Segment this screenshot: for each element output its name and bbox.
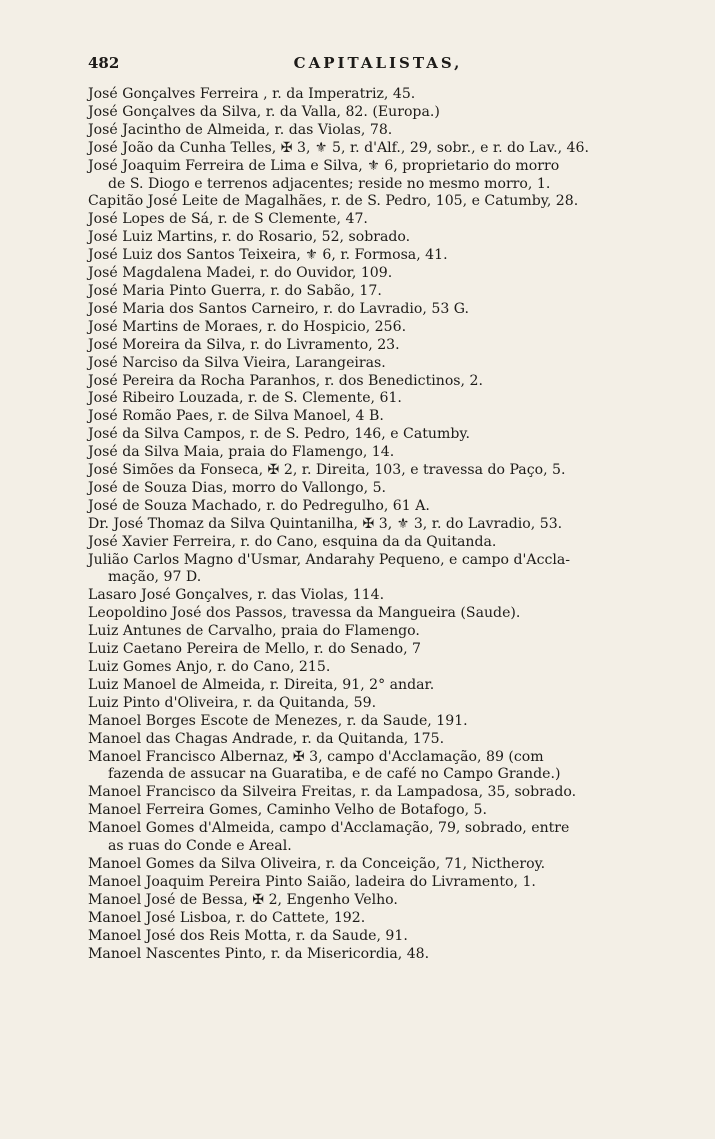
entry-line: Manoel Gomes d'Almeida, campo d'Acclamação, 79, sobrado, entre bbox=[88, 820, 570, 837]
entry-line: José da Silva Maia, praia do Flamengo, 14. bbox=[88, 444, 395, 461]
entry-line: Manoel Joaquim Pereira Pinto Saião, ladeira do Livramento, 1. bbox=[88, 873, 536, 890]
directory-entry bbox=[88, 856, 668, 874]
entry-line: Manoel Francisco da Silveira Freitas, r. da Lampadosa, 35, sobrado. bbox=[88, 784, 577, 801]
entry-line: José Maria Pinto Guerra, r. do Sabão, 17. bbox=[88, 282, 382, 299]
entry-line: Manoel José de Bessa, ✠ 2, Engenho Velho. bbox=[88, 891, 398, 908]
entry-line: José Luiz Martins, r. do Rosario, 52, sobrado. bbox=[88, 229, 411, 246]
directory-entry bbox=[88, 677, 668, 695]
directory-entry bbox=[88, 301, 668, 319]
entry-line: Manoel Ferreira Gomes, Caminho Velho de Botafogo, 5. bbox=[88, 802, 487, 819]
directory-entry bbox=[88, 480, 668, 498]
entry-line: Manoel José Lisboa, r. do Cattete, 192. bbox=[88, 909, 366, 926]
directory-entry bbox=[88, 319, 668, 337]
directory-entry bbox=[88, 426, 668, 444]
directory-entry bbox=[88, 355, 668, 373]
entry-line: José Gonçalves Ferreira , r. da Imperatriz, 45. bbox=[88, 86, 416, 102]
entry-line: Manoel Nascentes Pinto, r. da Misericordia, 48. bbox=[88, 945, 430, 962]
directory-entry bbox=[88, 605, 668, 623]
directory-entry bbox=[88, 140, 668, 158]
entry-line: Julião Carlos Magno d'Usmar, Andarahy Pequeno, e campo d'Accla- bbox=[88, 551, 571, 568]
entry-line: José da Silva Campos, r. de S. Pedro, 146, e Catumby. bbox=[88, 426, 470, 443]
entry-line: Dr. José Thomaz da Silva Quintanilha, ✠ 3, ⚜ 3, r. do Lavradio, 53. bbox=[88, 515, 563, 532]
directory-entry bbox=[88, 623, 668, 641]
entry-line: Manoel Borges Escote de Menezes, r. da Saude, 191. bbox=[88, 712, 468, 729]
directory-entry bbox=[88, 158, 668, 194]
entry-line: Luiz Gomes Anjo, r. do Cano, 215. bbox=[88, 659, 331, 675]
entry-line: José Xavier Ferreira, r. do Cano, esquina da da Quitanda. bbox=[88, 533, 497, 550]
entry-line: José Romão Paes, r. de Silva Manoel, 4 B. bbox=[88, 408, 384, 425]
directory-entry bbox=[88, 373, 668, 391]
directory-entry bbox=[88, 802, 668, 820]
directory-entry bbox=[88, 247, 668, 265]
directory-entry bbox=[88, 659, 668, 677]
entry-line: Manoel Francisco Albernaz, ✠ 3, campo d'Acclamação, 89 (com bbox=[88, 748, 544, 765]
directory-entry bbox=[88, 229, 668, 247]
directory-entry bbox=[88, 516, 668, 534]
entry-line: José Joaquim Ferreira de Lima e Silva, ⚜ 6, proprietario do morro bbox=[88, 157, 560, 174]
directory-entry bbox=[88, 784, 668, 802]
page-number: 482 bbox=[88, 54, 120, 72]
directory-entry bbox=[88, 641, 668, 659]
entry-line: Luiz Manoel de Almeida, r. Direita, 91, 2° andar. bbox=[88, 676, 435, 693]
directory-entry bbox=[88, 695, 668, 713]
directory-entry bbox=[88, 498, 668, 516]
directory-entry bbox=[88, 534, 668, 552]
entry-line: Luiz Antunes de Carvalho, praia do Flamengo. bbox=[88, 623, 420, 640]
directory-entry bbox=[88, 462, 668, 480]
directory-entry bbox=[88, 552, 668, 588]
entry-line: José Moreira da Silva, r. do Livramento, 23. bbox=[88, 336, 400, 353]
directory-entry bbox=[88, 390, 668, 408]
directory-entry bbox=[88, 408, 668, 426]
directory-entry bbox=[88, 587, 668, 605]
directory-entry bbox=[88, 444, 668, 462]
directory-entry bbox=[88, 910, 668, 928]
entry-line: José João da Cunha Telles, ✠ 3, ⚜ 5, r. d'Alf., 29, sobr., e r. do Lav., 46. bbox=[88, 139, 589, 156]
directory-entry bbox=[88, 820, 668, 856]
entry-line: Capitão José Leite de Magalhães, r. de S. Pedro, 105, e Catumby, 28. bbox=[88, 193, 579, 210]
entry-line: Manoel das Chagas Andrade, r. da Quitanda, 175. bbox=[88, 730, 445, 747]
entry-continuation-line: mação, 97 D. bbox=[108, 569, 202, 586]
entry-line: José de Souza Machado, r. do Pedregulho, 61 A. bbox=[88, 497, 430, 514]
entry-line: José Simões da Fonseca, ✠ 2, r. Direita, 103, e travessa do Paço, 5. bbox=[88, 462, 566, 479]
entry-line: José Ribeiro Louzada, r. de S. Clemente, 61. bbox=[88, 390, 402, 407]
page-header bbox=[88, 54, 668, 80]
entry-continuation-line: de S. Diogo e terrenos adjacentes; reside no mesmo morro, 1. bbox=[108, 175, 551, 192]
directory-entry bbox=[88, 193, 668, 211]
entry-line: Lasaro José Gonçalves, r. das Violas, 114. bbox=[88, 587, 385, 604]
entry-line: Manoel José dos Reis Motta, r. da Saude, 91. bbox=[88, 927, 408, 944]
running-title: CAPITALISTAS, bbox=[293, 54, 463, 72]
directory-entry bbox=[88, 874, 668, 892]
entry-line: José Luiz dos Santos Teixeira, ⚜ 6, r. Formosa, 41. bbox=[88, 247, 448, 264]
directory-entry bbox=[88, 892, 668, 910]
directory-entry bbox=[88, 122, 668, 140]
directory-list bbox=[88, 86, 668, 963]
entry-line: José de Souza Dias, morro do Vallongo, 5. bbox=[88, 479, 387, 496]
entry-line: José Magdalena Madei, r. do Ouvidor, 109. bbox=[88, 265, 393, 282]
directory-entry bbox=[88, 713, 668, 731]
entry-line: José Narciso da Silva Vieira, Larangeiras. bbox=[88, 354, 386, 371]
entry-line: José Martins de Moraes, r. do Hospicio, 256. bbox=[88, 318, 407, 335]
entry-continuation-line: as ruas do Conde e Areal. bbox=[108, 838, 292, 855]
directory-entry bbox=[88, 337, 668, 355]
entry-line: José Jacintho de Almeida, r. das Violas, 78. bbox=[88, 121, 393, 138]
entry-line: Manoel Gomes da Silva Oliveira, r. da Conceição, 71, Nictheroy. bbox=[88, 855, 546, 872]
entry-line: Luiz Caetano Pereira de Mello, r. do Senado, 7 bbox=[88, 641, 421, 658]
directory-entry bbox=[88, 265, 668, 283]
directory-entry bbox=[88, 928, 668, 946]
entry-line: José Gonçalves da Silva, r. da Valla, 82. (Europa.) bbox=[88, 103, 440, 120]
entry-continuation-line: fazenda de assucar na Guaratiba, e de café no Campo Grande.) bbox=[108, 766, 561, 783]
directory-entry bbox=[88, 86, 668, 104]
entry-line: Leopoldino José dos Passos, travessa da Mangueira (Saude). bbox=[88, 605, 521, 622]
entry-line: José Maria dos Santos Carneiro, r. do Lavradio, 53 G. bbox=[88, 300, 470, 317]
directory-entry bbox=[88, 731, 668, 749]
entry-line: José Pereira da Rocha Paranhos, r. dos Benedictinos, 2. bbox=[88, 372, 483, 389]
entry-line: Luiz Pinto d'Oliveira, r. da Quitanda, 59. bbox=[88, 694, 377, 711]
entry-line: José Lopes de Sá, r. de S Clemente, 47. bbox=[88, 211, 368, 228]
directory-entry bbox=[88, 946, 668, 964]
directory-entry bbox=[88, 749, 668, 785]
directory-entry bbox=[88, 283, 668, 301]
directory-entry bbox=[88, 211, 668, 229]
directory-entry bbox=[88, 104, 668, 122]
